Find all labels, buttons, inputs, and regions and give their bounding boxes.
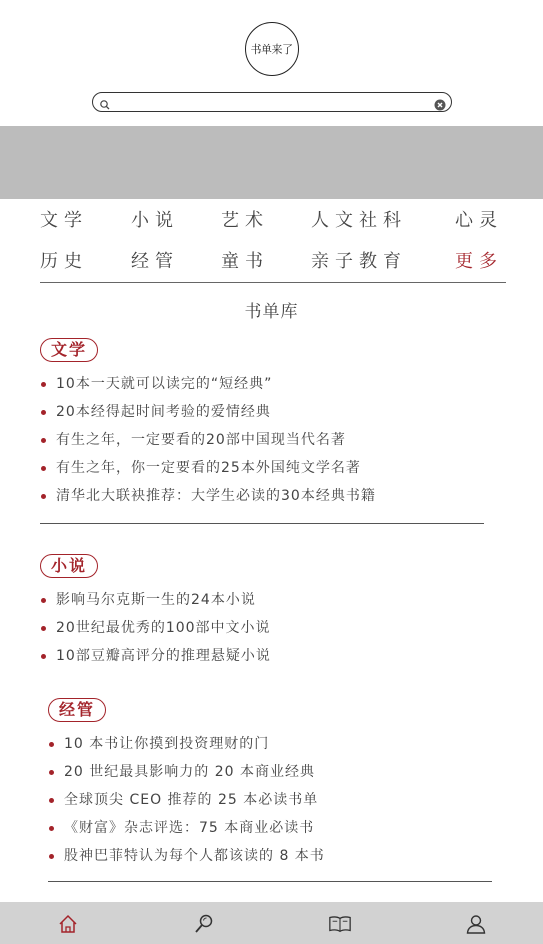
bottom-tab-bar (0, 902, 543, 944)
category-art[interactable]: 艺术 (221, 210, 269, 231)
list-item[interactable]: 有生之年，一定要看的20部中国现当代名著 (40, 430, 376, 458)
category-fiction[interactable]: 小说 (131, 210, 179, 231)
search-bar[interactable] (92, 92, 452, 112)
book-list (40, 374, 376, 514)
divider (40, 282, 506, 283)
list-item[interactable]: 影响马尔克斯一生的24本小说 (40, 590, 271, 618)
library-title: 书单库 (244, 302, 299, 322)
clear-icon[interactable] (434, 96, 446, 115)
list-item[interactable]: 10本一天就可以读完的“短经典” (40, 374, 376, 402)
divider (48, 881, 492, 882)
category-children[interactable]: 童书 (221, 251, 269, 272)
list-item[interactable]: 20 世纪最具影响力的 20 本商业经典 (48, 762, 325, 790)
section-literature (40, 338, 376, 514)
search-input[interactable] (115, 94, 415, 110)
discover-icon[interactable] (192, 912, 216, 936)
list-item[interactable]: 10 本书让你摸到投资理财的门 (48, 734, 325, 762)
list-item[interactable]: 《财富》杂志评选：75 本商业必读书 (48, 818, 325, 846)
book-icon[interactable] (328, 912, 352, 936)
app-logo: 书单来了 (245, 22, 299, 76)
list-item[interactable]: 股神巴菲特认为每个人都该读的 8 本书 (48, 846, 325, 874)
logo-container (0, 22, 543, 76)
section-tag[interactable]: 小说 (40, 554, 98, 578)
list-item[interactable]: 全球顶尖 CEO 推荐的 25 本必读书单 (48, 790, 325, 818)
section-tag[interactable]: 文学 (40, 338, 98, 362)
section-business (48, 698, 325, 874)
book-list (48, 734, 325, 874)
list-item[interactable]: 20本经得起时间考验的爱情经典 (40, 402, 376, 430)
list-item[interactable]: 20世纪最优秀的100部中文小说 (40, 618, 271, 646)
search-icon (99, 96, 111, 115)
list-item[interactable]: 有生之年，你一定要看的25本外国纯文学名著 (40, 458, 376, 486)
list-item[interactable]: 清华北大联袂推荐：大学生必读的30本经典书籍 (40, 486, 376, 514)
list-item[interactable]: 10部豆瓣高评分的推理悬疑小说 (40, 646, 271, 674)
divider (40, 523, 484, 524)
category-more[interactable]: 更多 (455, 251, 503, 272)
category-parenting[interactable]: 亲子教育 (311, 251, 407, 272)
banner-carousel[interactable] (0, 126, 543, 199)
category-humanities[interactable]: 人文社科 (311, 210, 407, 231)
category-history[interactable]: 历史 (40, 251, 88, 272)
category-spirit[interactable]: 心灵 (455, 210, 503, 231)
section-fiction (40, 554, 271, 674)
book-list (40, 590, 271, 674)
home-icon[interactable] (56, 912, 80, 936)
section-tag[interactable]: 经管 (48, 698, 106, 722)
category-business[interactable]: 经管 (131, 251, 179, 272)
category-literature[interactable]: 文学 (40, 210, 88, 231)
profile-icon[interactable] (464, 912, 488, 936)
